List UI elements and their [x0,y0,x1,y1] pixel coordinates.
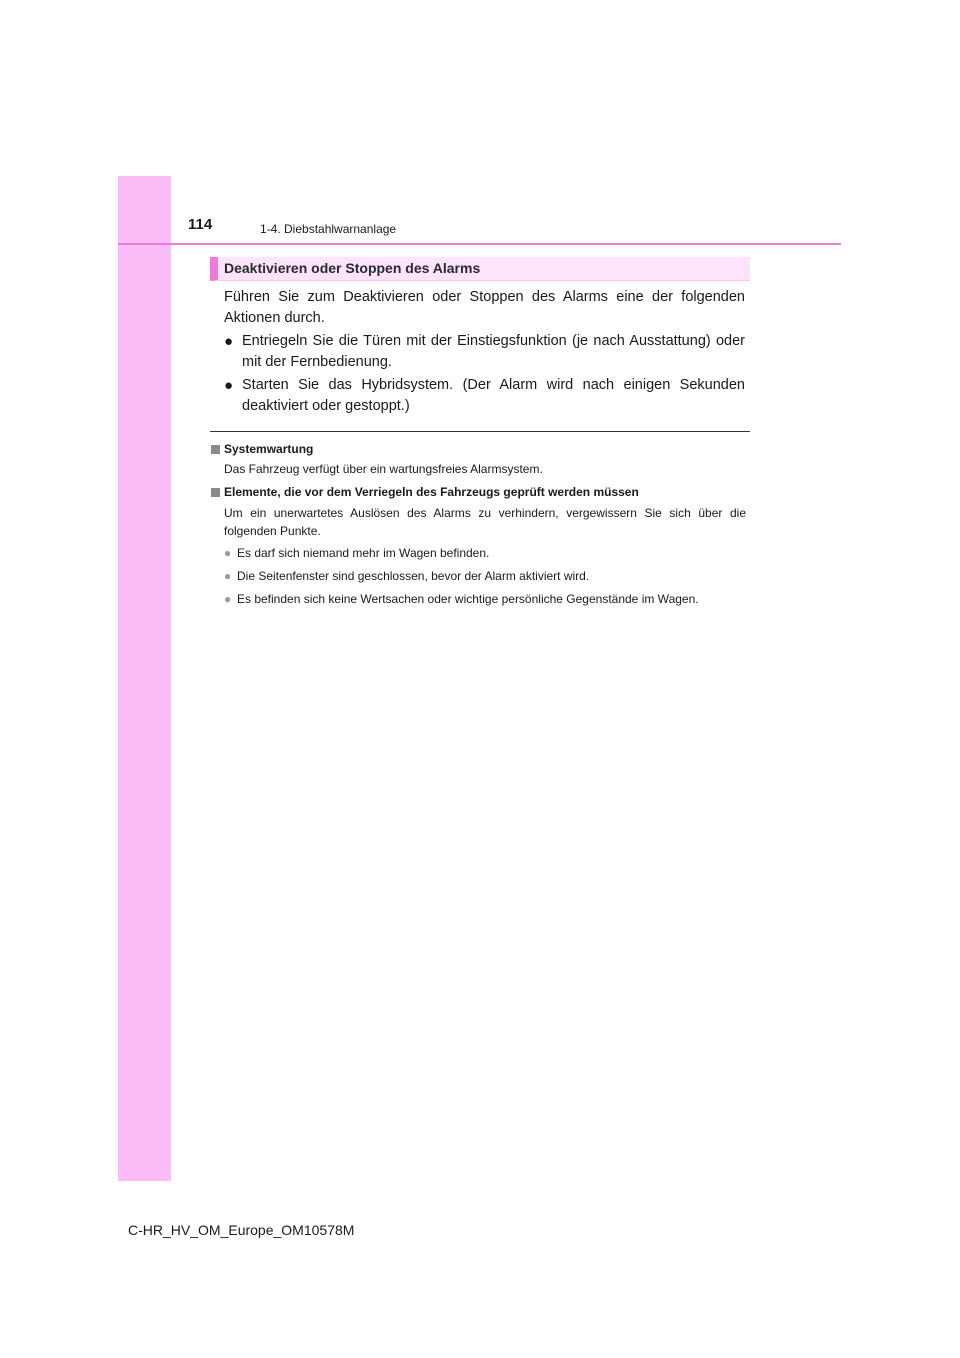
page-number: 114 [188,216,213,233]
notes-divider [210,431,750,432]
header-rule [118,243,841,245]
note-text: Das Fahrzeug verfügt über ein wartungsfreies Alarmsystem. [224,462,543,476]
note-title: Systemwartung [224,442,314,456]
intro-paragraph: Führen Sie zum Deaktivieren oder Stoppen des Alarms eine der folgenden Aktionen durch. [224,289,745,326]
chapter-side-band [118,176,171,1181]
note-square-icon [211,488,220,497]
bullet-item: Starten Sie das Hybridsystem. (Der Alarm wird nach einigen Sekunden deaktiviert oder gestoppt.) [242,377,745,414]
note-list-item: Es befinden sich keine Wertsachen oder wichtige persönliche Gegenstände im Wagen. [237,592,699,606]
section-heading [210,257,750,281]
document-id-footer: C-HR_HV_OM_Europe_OM10578M [128,1222,355,1238]
note-bullet-icon: ● [224,592,232,606]
note-title: Elemente, die vor dem Verriegeln des Fahrzeugs geprüft werden müssen [224,485,639,499]
bullet-item: Entriegeln Sie die Türen mit der Einstiegsfunktion (je nach Ausstattung) oder mit der Fernbedienung. [242,333,745,370]
bullet-icon: ● [224,333,234,350]
bullet-icon: ● [224,377,234,394]
note-bullet-icon: ● [224,546,232,560]
section-title: 1-4. Diebstahlwarnanlage [260,222,397,236]
note-list-item: Die Seitenfenster sind geschlossen, bevor der Alarm aktiviert wird. [237,569,590,583]
note-list-item: Es darf sich niemand mehr im Wagen befinden. [237,546,490,560]
section-heading-text: Deaktivieren oder Stoppen des Alarms [224,260,481,276]
note-square-icon [211,445,220,454]
note-bullet-icon: ● [224,569,232,583]
note-text: Um ein unerwartetes Auslösen des Alarms zu verhindern, vergewissern Sie sich über die folgenden Punkte. [224,506,746,538]
